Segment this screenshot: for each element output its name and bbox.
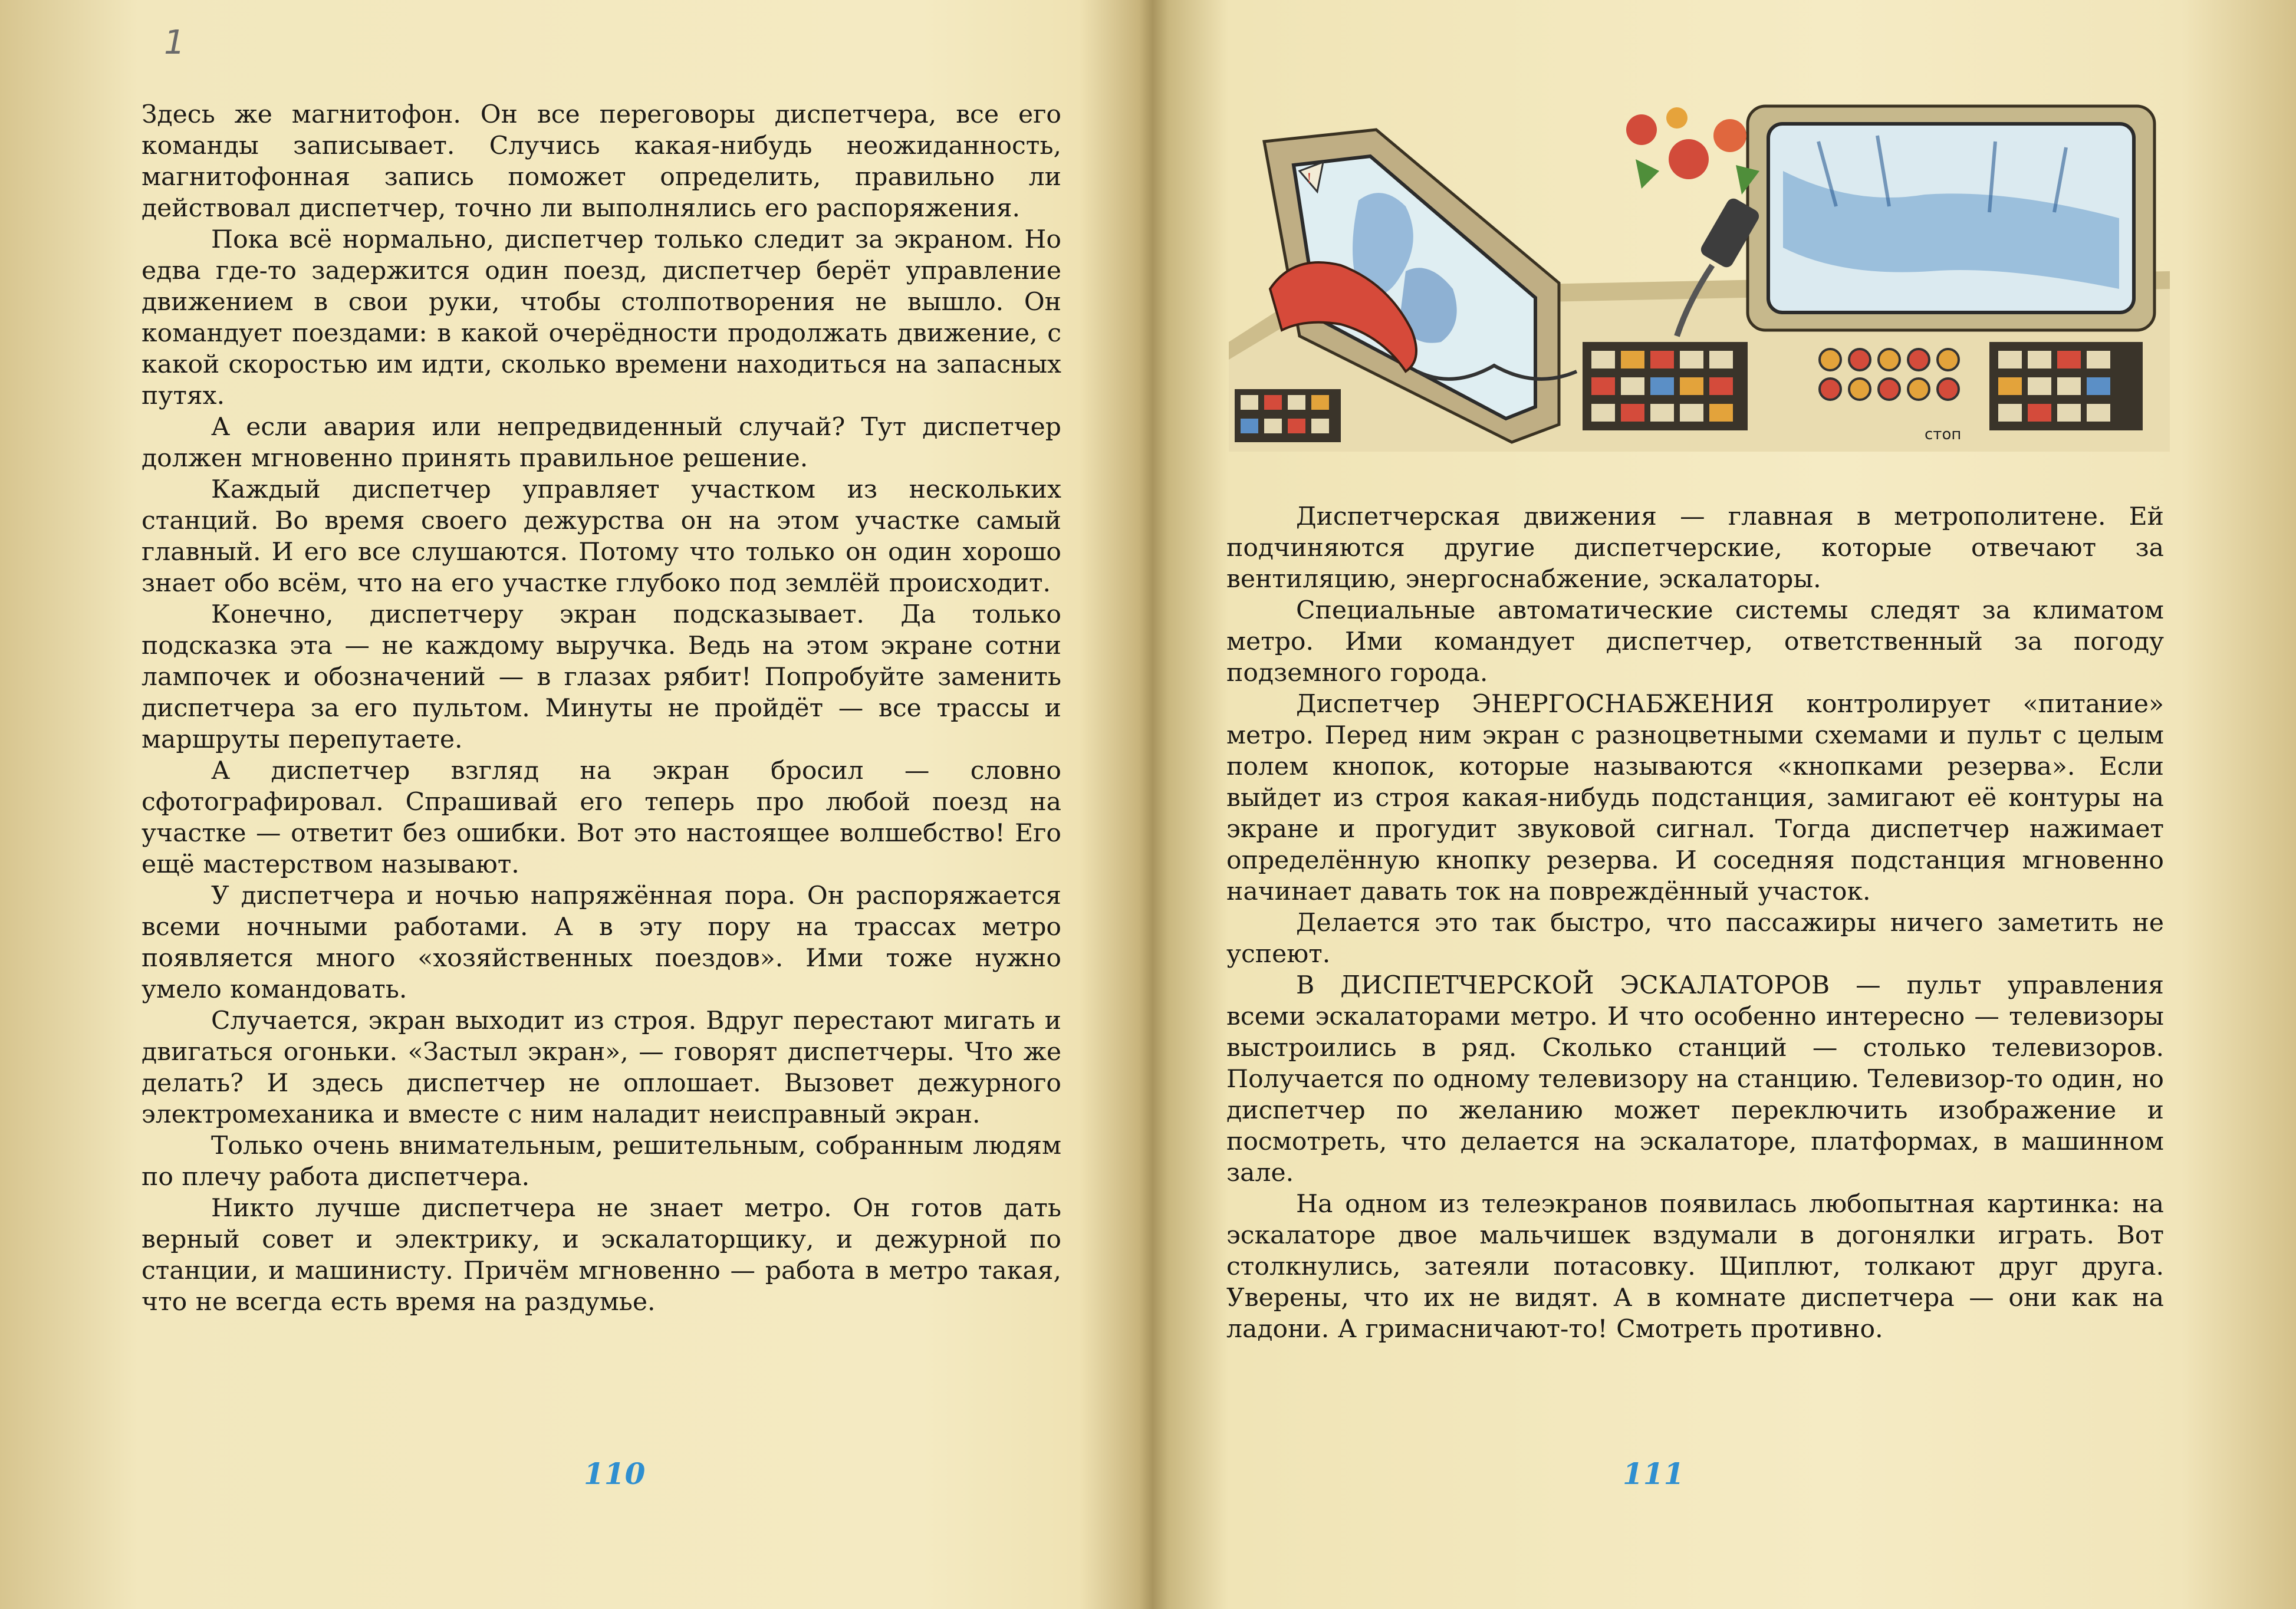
paragraph: Специальные автоматические системы следят за климатом метро. Ими командует диспетчер, ответственный за погоду подземного города. [1226, 596, 2164, 687]
right-page [1152, 0, 2296, 1609]
svg-text:!: ! [1307, 172, 1312, 186]
button-panel-right [1989, 342, 2143, 430]
left-page [0, 0, 1144, 1609]
paragraph: Каждый диспетчер управляет участком из нескольких станций. Во время своего дежурства он на этом участке самый главный. И его все слушаются. Потому что только он один хорошо знает обо всём, что на его участке глубоко под землёй происходит. [142, 475, 1061, 598]
page-number: 110 [584, 1456, 646, 1491]
paragraph: Случается, экран выходит из строя. Вдруг перестают мигать и двигаться огоньки. «Застыл экран», — говорят диспетчеры. Что же делать? И здесь диспетчер не оплошает. Вызовет дежурного электромеханика и вместе с ним наладит неисправный экран. [142, 1006, 1061, 1129]
paragraph: В ДИСПЕТЧЕРСКОЙ ЭСКАЛАТОРОВ — пульт управления всеми эскалаторами метро. И что особенно интересно — телевизоры выстроились в ряд. Сколько станций — столько телевизоров. Получается по одному телевизору на станцию. Телевизор-то один, но диспетчер по желанию может переключить изображение и посмотреть, что делается на эскалаторе, платформах, в машинном зале. [1226, 971, 2164, 1187]
control-room-illustration [1229, 94, 2170, 452]
paragraph: Пока всё нормально, диспетчер только следит за экраном. Но едва где-то задержится один поезд, диспетчер берёт управление движением в свои руки, чтобы столпотворения не вышло. Он командует поездами: в какой очерёдности продолжать движение, с какой скоростью им идти, сколько времени находиться на запасных путях. [142, 225, 1061, 410]
paragraph: Делается это так быстро, что пассажиры ничего заметить не успеют. [1226, 909, 2164, 969]
page-number: 111 [1623, 1456, 1685, 1491]
paragraph: Здесь же магнитофон. Он все переговоры диспетчера, все его команды записывает. Случись какая-нибудь неожиданность, магнитофонная запись поможет определить, правильно ли действовал диспетчер, точно ли выполнялись его распоряжения. [142, 100, 1061, 223]
paragraph: На одном из телеэкранов появилась любопытная картинка: на эскалаторе двое мальчишек вздумали в догонялки играть. Вот столкнулись, затеяли потасовку. Щиплют, толкают друг друга. Уверены, что их не видят. А в комнате диспетчера — они как на ладони. А гримасничают-то! Смотреть противно. [1226, 1190, 2164, 1344]
paragraph: Диспетчерская движения — главная в метрополитене. Ей подчиняются другие диспетчерские, которые отвечают за вентиляцию, энергоснабжение, эскалаторы. [1226, 502, 2164, 594]
right-text-column [1226, 501, 2164, 1345]
paragraph: Конечно, диспетчеру экран подсказывает. Да только подсказка эта — не каждому выручка. Ведь на этом экране сотни лампочек и обозначений — в глазах рябит! Попробуйте заменить диспетчера за его пультом. Минуты не пройдёт — все трассы и маршруты перепутаете. [142, 600, 1061, 754]
button-panel-left [1235, 389, 1341, 442]
paragraph: А диспетчер взгляд на экран бросил — словно сфотографировал. Спрашивай его теперь про любой поезд на участке — ответит без ошибки. Вот это настоящее волшебство! Его ещё мастерством называют. [142, 756, 1061, 879]
pencil-margin-mark: 1 [164, 24, 185, 62]
paragraph: У диспетчера и ночью напряжённая пора. Он распоряжается всеми ночными работами. А в эту пору на трассах метро появляется много «хозяйственных поездов». Ими тоже нужно умело командовать. [142, 881, 1061, 1004]
paragraph: А если авария или непредвиденный случай? Тут диспетчер должен мгновенно принять правильное решение. [142, 413, 1061, 473]
button-panel-center [1583, 342, 1748, 430]
paragraph: Диспетчер ЭНЕРГОСНАБЖЕНИЯ контролирует «питание» метро. Перед ним экран с разноцветными схемами и пульт с целым полем кнопок, которые называются «кнопками резерва». Если выйдет из строя какая-нибудь подстанция, замигают её контуры на экране и прогудит звуковой сигнал. Тогда диспетчер нажимает определённую кнопку резерва. И соседняя подстанция мгновенно начинает давать ток на повреждённый участок. [1226, 690, 2164, 906]
paragraph: Никто лучше диспетчера не знает метро. Он готов дать верный совет и электрику, и эскалаторщику, и дежурной по станции, и машинисту. Причём мгновенно — работа в метро такая, что не всегда есть время на раздумье. [142, 1194, 1061, 1317]
left-text-column [142, 99, 1061, 1318]
stop-label: стоп [1925, 426, 1962, 443]
paragraph: Только очень внимательным, решительным, собранным людям по плечу работа диспетчера. [142, 1131, 1061, 1192]
